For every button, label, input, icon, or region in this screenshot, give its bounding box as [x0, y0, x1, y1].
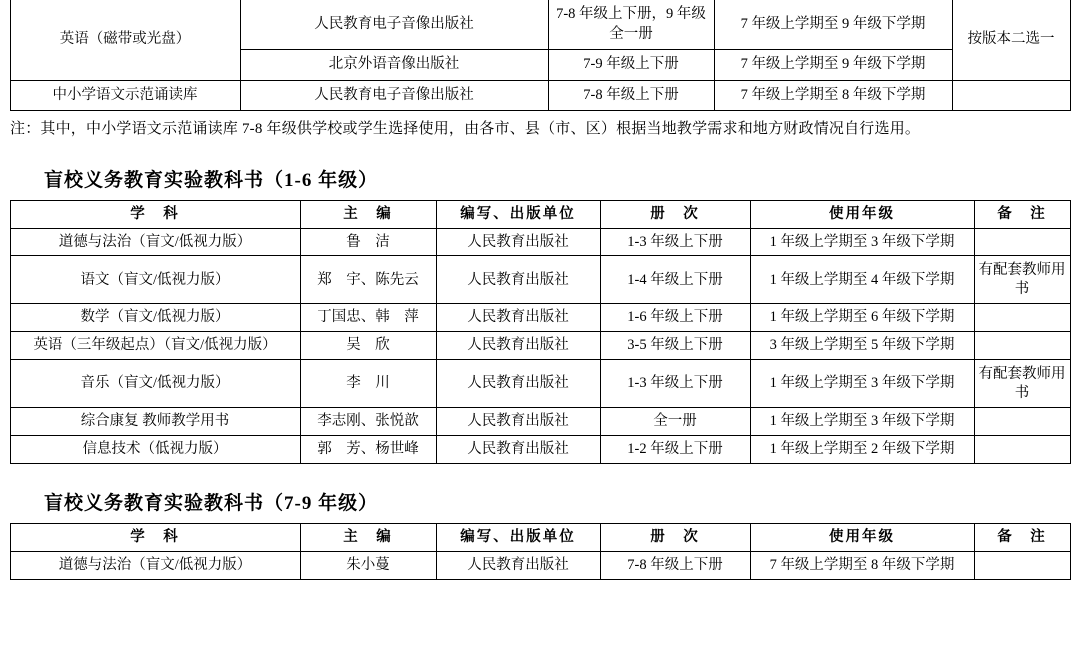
cell-volumes: 7-8 年级上下册	[600, 551, 750, 579]
cell-remark	[952, 80, 1070, 111]
header-publisher: 编写、出版单位	[436, 523, 600, 551]
cell-editor: 李志刚、张悦歆	[300, 408, 436, 436]
cell-publisher: 北京外语音像出版社	[240, 50, 548, 81]
table-row	[10, 435, 1070, 463]
cell-grades: 3 年级上学期至 5 年级下学期	[750, 332, 974, 360]
cell-publisher: 人民教育出版社	[436, 332, 600, 360]
header-publisher: 编写、出版单位	[436, 200, 600, 228]
table-header-row	[10, 523, 1070, 551]
cell-editor: 丁国忠、韩 萍	[300, 304, 436, 332]
table-row	[10, 360, 1070, 408]
cell-editor: 郭 芳、杨世峰	[300, 435, 436, 463]
cell-publisher: 人民教育出版社	[436, 360, 600, 408]
table-row	[10, 228, 1070, 256]
cell-volumes: 全一册	[600, 408, 750, 436]
cell-grades: 1 年级上学期至 3 年级下学期	[750, 408, 974, 436]
cell-volumes: 7-9 年级上下册	[548, 50, 714, 81]
cell-subject: 音乐（盲文/低视力版）	[10, 360, 300, 408]
cell-publisher: 人民教育出版社	[436, 228, 600, 256]
cell-volumes: 7-8 年级上下册，9 年级全一册	[548, 0, 714, 50]
cell-subject: 信息技术（低视力版）	[10, 435, 300, 463]
cell-volumes: 3-5 年级上下册	[600, 332, 750, 360]
cell-remark: 有配套教师用书	[974, 256, 1070, 304]
section-title-grades-7-9: 盲校义务教育实验教科书（7-9 年级）	[44, 492, 379, 514]
cell-subject: 英语（三年级起点）（盲文/低视力版）	[10, 332, 300, 360]
cell-editor: 吴 欣	[300, 332, 436, 360]
cell-grades: 1 年级上学期至 3 年级下学期	[750, 228, 974, 256]
table-note: 注：其中，中小学语文示范诵读库 7-8 年级供学校或学生选择使用，由各市、县（市、区）根据当地教学需求和地方财政情况自行选用。	[10, 121, 921, 138]
audio-materials-table	[10, 0, 1071, 111]
cell-editor: 鲁 洁	[300, 228, 436, 256]
cell-subject: 道德与法治（盲文/低视力版）	[10, 551, 300, 579]
header-remark: 备 注	[974, 523, 1070, 551]
textbook-table-grades-1-6	[10, 200, 1071, 464]
cell-subject: 数学（盲文/低视力版）	[10, 304, 300, 332]
cell-remark	[974, 304, 1070, 332]
cell-publisher: 人民教育出版社	[436, 551, 600, 579]
cell-editor: 李 川	[300, 360, 436, 408]
header-grades: 使用年级	[750, 523, 974, 551]
header-grades: 使用年级	[750, 200, 974, 228]
cell-volumes: 1-2 年级上下册	[600, 435, 750, 463]
cell-volumes: 1-6 年级上下册	[600, 304, 750, 332]
cell-publisher: 人民教育出版社	[436, 256, 600, 304]
cell-subject: 道德与法治（盲文/低视力版）	[10, 228, 300, 256]
cell-grades: 1 年级上学期至 3 年级下学期	[750, 360, 974, 408]
table-row	[10, 256, 1070, 304]
top-table-section	[0, 0, 1080, 111]
cell-volumes: 1-3 年级上下册	[600, 228, 750, 256]
table-row	[10, 408, 1070, 436]
cell-remark: 按版本二选一	[952, 0, 1070, 80]
cell-subject: 综合康复 教师教学用书	[10, 408, 300, 436]
table-header-row	[10, 200, 1070, 228]
cell-grades: 1 年级上学期至 2 年级下学期	[750, 435, 974, 463]
cell-grades: 7 年级上学期至 9 年级下学期	[714, 0, 952, 50]
cell-volumes: 7-8 年级上下册	[548, 80, 714, 111]
cell-remark	[974, 332, 1070, 360]
section-title-grades-1-6: 盲校义务教育实验教科书（1-6 年级）	[44, 169, 379, 191]
cell-publisher: 人民教育出版社	[436, 435, 600, 463]
textbook-table-grades-7-9	[10, 523, 1071, 580]
cell-subject: 中小学语文示范诵读库	[10, 80, 240, 111]
header-editor: 主 编	[300, 200, 436, 228]
cell-remark: 有配套教师用书	[974, 360, 1070, 408]
cell-remark	[974, 435, 1070, 463]
header-volumes: 册 次	[600, 523, 750, 551]
cell-publisher: 人民教育电子音像出版社	[240, 80, 548, 111]
table-row	[10, 0, 1070, 50]
cell-publisher: 人民教育电子音像出版社	[240, 0, 548, 50]
cell-subject: 语文（盲文/低视力版）	[10, 256, 300, 304]
table-row	[10, 304, 1070, 332]
cell-grades: 7 年级上学期至 9 年级下学期	[714, 50, 952, 81]
cell-volumes: 1-4 年级上下册	[600, 256, 750, 304]
table-row	[10, 551, 1070, 579]
cell-volumes: 1-3 年级上下册	[600, 360, 750, 408]
header-volumes: 册 次	[600, 200, 750, 228]
cell-remark	[974, 408, 1070, 436]
header-subject: 学 科	[10, 200, 300, 228]
table-row	[10, 332, 1070, 360]
cell-grades: 1 年级上学期至 4 年级下学期	[750, 256, 974, 304]
table-row	[10, 80, 1070, 111]
cell-grades: 1 年级上学期至 6 年级下学期	[750, 304, 974, 332]
cell-publisher: 人民教育出版社	[436, 408, 600, 436]
cell-remark	[974, 228, 1070, 256]
cell-grades: 7 年级上学期至 8 年级下学期	[750, 551, 974, 579]
cell-grades: 7 年级上学期至 8 年级下学期	[714, 80, 952, 111]
cell-editor: 朱小蔓	[300, 551, 436, 579]
cell-subject: 英语（磁带或光盘）	[10, 0, 240, 80]
header-editor: 主 编	[300, 523, 436, 551]
cell-publisher: 人民教育出版社	[436, 304, 600, 332]
header-subject: 学 科	[10, 523, 300, 551]
cell-editor: 郑 宇、陈先云	[300, 256, 436, 304]
cell-remark	[974, 551, 1070, 579]
header-remark: 备 注	[974, 200, 1070, 228]
